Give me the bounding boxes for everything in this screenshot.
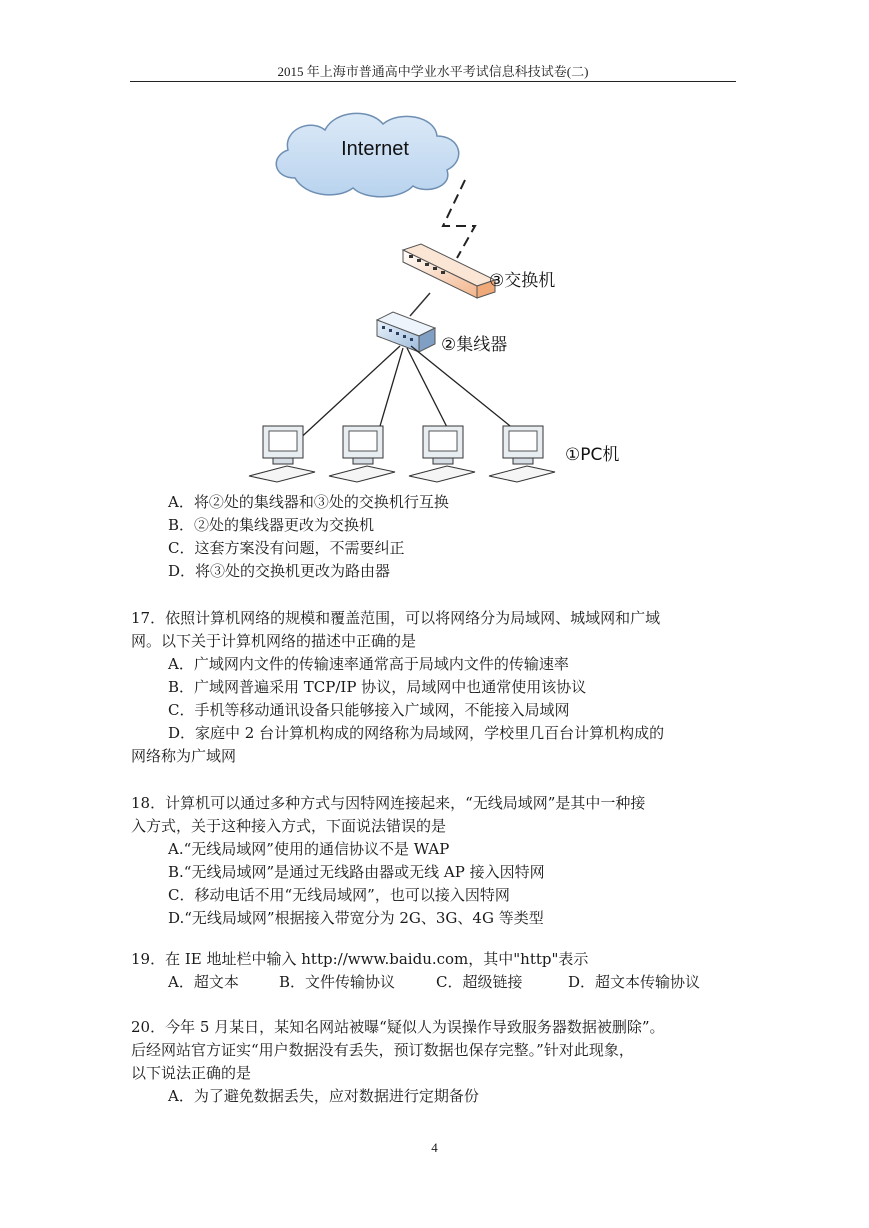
q18-stem-line2: 入方式，关于这种接入方式，下面说法错误的是 [131, 817, 447, 835]
q16-option-b: B．②处的集线器更改为交换机 [168, 516, 375, 534]
pc-icon [489, 426, 555, 482]
header-divider [130, 81, 736, 82]
hub-label: ②集线器 [441, 335, 508, 355]
pc-icon [409, 426, 475, 482]
q18-option-b: B.“无线局域网”是通过无线路由器或无线 AP 接入因特网 [168, 863, 545, 881]
switch-icon [403, 244, 495, 298]
wan-link [443, 180, 475, 258]
q19-option-b: B．文件传输协议 [279, 973, 396, 991]
q17-option-b: B．广域网普遍采用 TCP/IP 协议，局域网中也通常使用该协议 [168, 678, 587, 696]
q17-option-c: C．手机等移动通讯设备只能够接入广域网，不能接入局域网 [168, 701, 570, 719]
q19-option-d: D．超文本传输协议 [568, 973, 701, 991]
q19-stem: 19．在 IE 地址栏中输入 http://www.baidu.com，其中"http"表示 [131, 950, 589, 968]
page-number: 4 [431, 1140, 438, 1155]
q18-option-c: C．移动电话不用“无线局域网”，也可以接入因特网 [168, 886, 510, 904]
q17-stem-line2: 网。以下关于计算机网络的描述中正确的是 [131, 632, 417, 650]
page-header: 2015 年上海市普通高中学业水平考试信息科技试卷(二) [277, 64, 589, 79]
q17-option-a: A．广域网内文件的传输速率通常高于局域内文件的传输速率 [168, 655, 569, 673]
switch-label: ③交换机 [489, 271, 556, 291]
q19-option-c: C．超级链接 [436, 973, 523, 991]
q20-stem-line3: 以下说法正确的是 [131, 1064, 252, 1082]
q20-option-a: A．为了避免数据丢失，应对数据进行定期备份 [168, 1087, 479, 1105]
q17-option-d-cont: 网络称为广域网 [131, 747, 237, 765]
lan-cables [295, 346, 525, 443]
switch-hub-link [410, 293, 430, 316]
q16-option-a: A．将②处的集线器和③处的交换机行互换 [168, 493, 449, 511]
internet-label: Internet [341, 138, 409, 160]
pc-icon [329, 426, 395, 482]
network-diagram [225, 108, 645, 493]
pc-label: ①PC机 [565, 445, 620, 465]
q19-option-a: A．超文本 [168, 973, 239, 991]
hub-icon [377, 312, 435, 352]
q17-stem-line1: 17．依照计算机网络的规模和覆盖范围，可以将网络分为局域网、城域网和广域 [131, 609, 661, 627]
q20-stem-line2: 后经网站官方证实“用户数据没有丢失，预订数据也保存完整。”针对此现象， [131, 1041, 634, 1059]
q18-option-d: D.“无线局域网”根据接入带宽分为 2G、3G、4G 等类型 [168, 909, 544, 927]
q16-option-d: D．将③处的交换机更改为路由器 [168, 562, 391, 580]
q20-stem-line1: 20．今年 5 月某日，某知名网站被曝“疑似人为误操作导致服务器数据被删除”。 [131, 1018, 665, 1036]
q18-option-a: A.“无线局域网”使用的通信协议不是 WAP [168, 840, 450, 858]
q17-option-d: D．家庭中 2 台计算机构成的网络称为局域网，学校里几百台计算机构成的 [168, 724, 665, 742]
q16-option-c: C．这套方案没有问题，不需要纠正 [168, 539, 405, 557]
q18-stem-line1: 18．计算机可以通过多种方式与因特网连接起来，“无线局域网”是其中一种接 [131, 794, 646, 812]
